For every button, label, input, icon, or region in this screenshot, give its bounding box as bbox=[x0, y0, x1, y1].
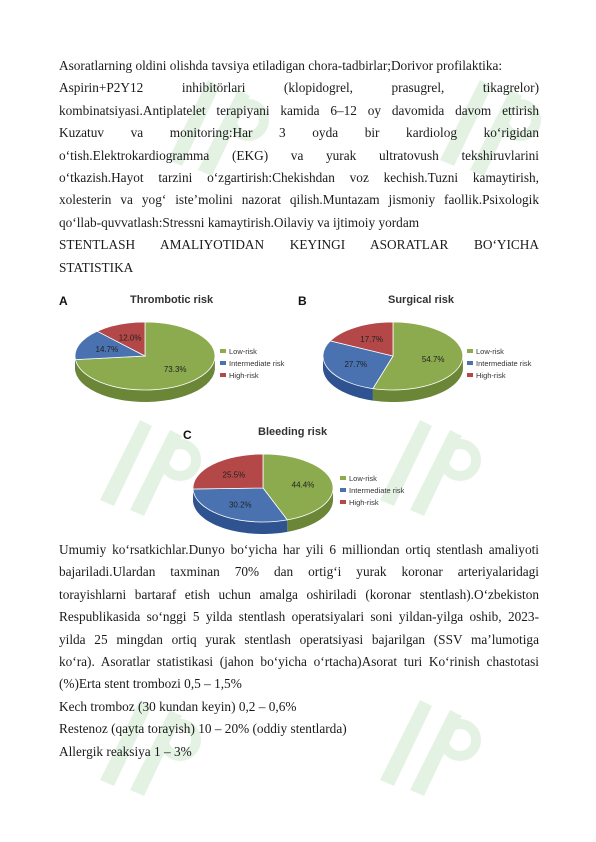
panel-letter-c: C bbox=[183, 428, 192, 442]
data-label-intermediate: 27.7% bbox=[344, 359, 368, 369]
data-label-low: 44.4% bbox=[291, 480, 315, 490]
text-line: o‘tish.Elektrokardiogramma (EKG) va yurak ultratovush tekshiruvlarini bbox=[59, 147, 539, 163]
pie-chart-thrombotic bbox=[55, 308, 235, 418]
legend-item-high bbox=[467, 369, 531, 381]
figure-risk-charts bbox=[55, 290, 545, 540]
panel-letter-a: A bbox=[59, 294, 68, 308]
legend-item-low bbox=[220, 345, 284, 357]
chart-title-b: Surgical risk bbox=[388, 294, 455, 306]
statistics-paragraph bbox=[59, 539, 539, 763]
legend-item-intermediate bbox=[467, 357, 531, 369]
pie-chart-bleeding bbox=[173, 440, 353, 550]
data-label-high: 17.7% bbox=[360, 335, 383, 345]
data-label-intermediate: 30.2% bbox=[228, 500, 252, 510]
intro-paragraph bbox=[59, 55, 539, 279]
legend-label: High-risk bbox=[349, 497, 379, 507]
data-label-high: 25.5% bbox=[222, 470, 246, 480]
text-line: Kuzatuv va monitoring:Har 3 oyda bir kardiolog ko‘rigidan bbox=[59, 125, 539, 141]
legend-c bbox=[340, 472, 404, 508]
data-label-low: 73.3% bbox=[163, 365, 187, 375]
legend-swatch bbox=[467, 349, 473, 353]
text-line: kombinatsiyasi.Antiplatelet terapiyani kamida 6–12 oy davomida davom ettirish bbox=[59, 102, 539, 118]
legend-label: High-risk bbox=[229, 370, 259, 380]
legend-label: High-risk bbox=[476, 370, 506, 380]
legend-item-intermediate bbox=[340, 484, 404, 496]
data-label-low: 54.7% bbox=[421, 354, 445, 364]
legend-label: Low-risk bbox=[229, 346, 257, 356]
section-heading: STATISTIKA bbox=[59, 259, 134, 275]
section-heading: STENTLASH AMALIYOTIDAN KEYINGI ASORATLAR BO‘YICHA bbox=[59, 237, 539, 253]
legend-label: Low-risk bbox=[349, 473, 377, 483]
text-line: xolesterin va yog‘ iste’molini nazorat qilish.Muntazam jismoniy faollik.Psixologik bbox=[59, 192, 539, 208]
text-line: qo‘llab-quvvatlash:Stressni kamaytirish.Oilaviy va ijtimoiy yordam bbox=[59, 214, 420, 230]
legend-item-low bbox=[340, 472, 404, 484]
text-line: torayishlarni bartaraf etish uchun amalga oshiriladi (koronar stentlash).O‘zbekiston bbox=[59, 586, 539, 602]
legend-swatch bbox=[467, 373, 473, 377]
legend-swatch bbox=[220, 373, 226, 377]
legend-swatch bbox=[220, 349, 226, 353]
legend-label: Low-risk bbox=[476, 346, 504, 356]
chart-title-c: Bleeding risk bbox=[258, 426, 328, 438]
legend-swatch bbox=[340, 500, 346, 504]
text-line: (%)Erta stent trombozi 0,5 – 1,5% bbox=[59, 676, 242, 692]
text-line: ko‘ra). Asoratlar statistikasi (jahon bo‘yicha o‘rtacha)Asorat turi Ko‘rinish chastotasi bbox=[59, 654, 539, 670]
data-label-intermediate: 14.7% bbox=[95, 345, 119, 355]
data-label-high: 12.0% bbox=[118, 333, 142, 343]
text-line: o‘tkazish.Hayot tarzini o‘zgartirish:Chekishdan voz kechish.Tuzni kamaytirish, bbox=[59, 170, 539, 186]
legend-swatch bbox=[220, 361, 226, 365]
text-line: Allergik reaksiya 1 – 3% bbox=[59, 743, 192, 759]
text-line: Kech tromboz (30 kundan keyin) 0,2 – 0,6% bbox=[59, 698, 297, 714]
text-line: Aspirin+P2Y12 inhibitörlari (klopidogrel, prasugrel, tikagrelor) bbox=[59, 80, 539, 96]
legend-item-low bbox=[467, 345, 531, 357]
text-line: Umumiy ko‘rsatkichlar.Dunyo bo‘yicha har yili 6 milliondan ortiq stentlash amaliyoti bbox=[59, 542, 539, 557]
legend-a bbox=[220, 345, 284, 381]
legend-label: Intermediate risk bbox=[229, 358, 285, 368]
text-line: yilda 25 mingdan ortiq yurak stentlash operatsiyasi bajarilgan (SSV ma’lumotiga bbox=[59, 631, 539, 647]
legend-item-high bbox=[220, 369, 284, 381]
legend-swatch bbox=[340, 476, 346, 480]
legend-label: Intermediate risk bbox=[349, 485, 405, 495]
legend-item-high bbox=[340, 496, 404, 508]
legend-b bbox=[467, 345, 531, 381]
text-line: Restenoz (qayta torayish) 10 – 20% (oddiy stentlarda) bbox=[59, 721, 347, 737]
chart-title-a: Thrombotic risk bbox=[130, 294, 214, 306]
legend-item-intermediate bbox=[220, 357, 284, 369]
text-line: Asoratlarning oldini olishda tavsiya etiladigan chora-tadbirlar;Dorivor profilaktika: bbox=[59, 58, 503, 73]
legend-label: Intermediate risk bbox=[476, 358, 532, 368]
text-line: Respublikasida so‘nggi 5 yilda stentlash operatsiyalari soni yildan-yilga oshib, 2023- bbox=[59, 609, 539, 625]
legend-swatch bbox=[340, 488, 346, 492]
legend-swatch bbox=[467, 361, 473, 365]
text-line: bajariladi.Ulardan taxminan 70% dan ortig‘i yurak koronar arteriyalaridagi bbox=[59, 564, 539, 580]
panel-letter-b: B bbox=[298, 294, 307, 308]
pie-chart-surgical bbox=[303, 308, 483, 418]
